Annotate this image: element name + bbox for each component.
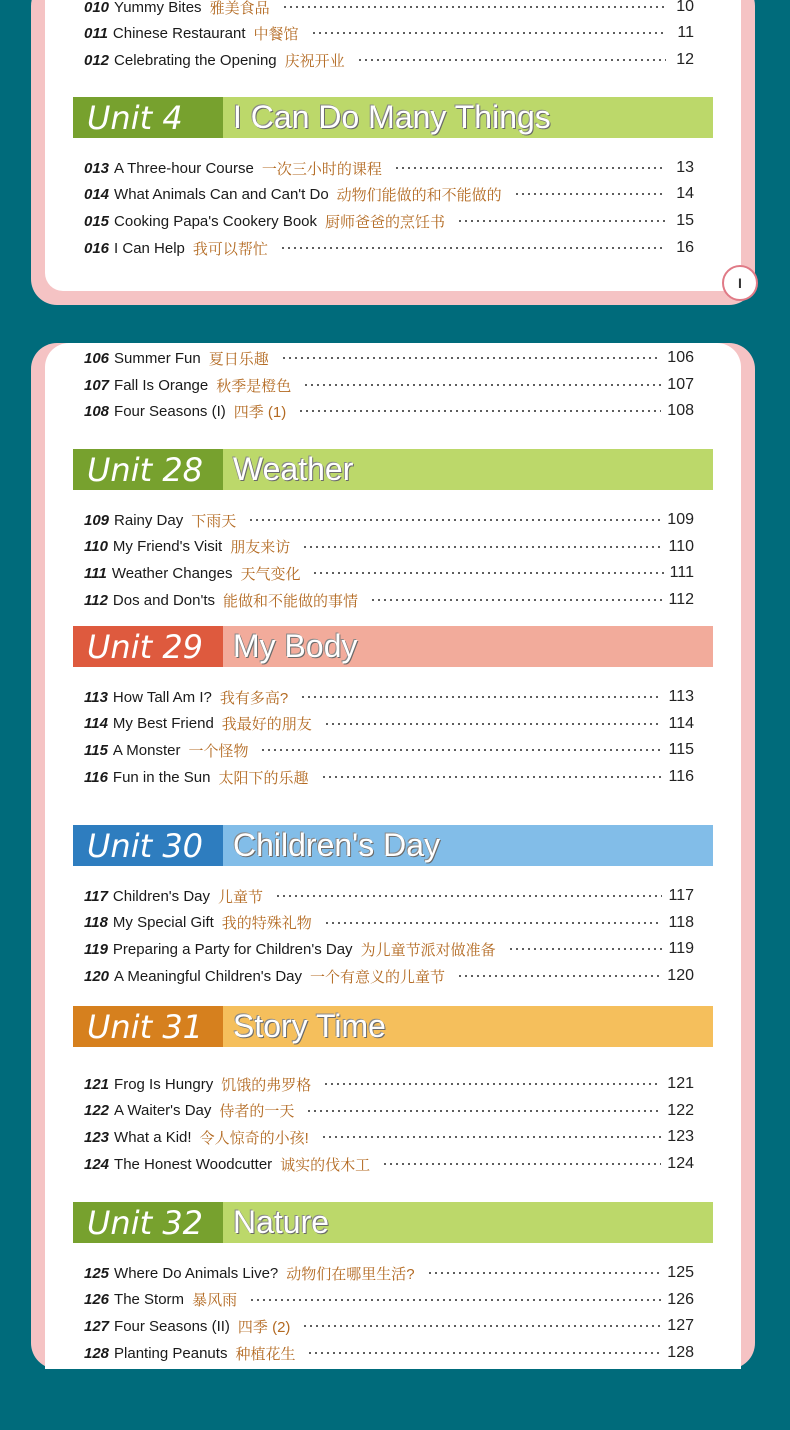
leader-dots — [281, 357, 662, 359]
lesson-number: 111 — [84, 564, 107, 582]
unit-header — [73, 1006, 713, 1047]
lesson-title-zh: 秋季是橙色 — [216, 377, 292, 395]
lesson-number: 121 — [84, 1075, 110, 1093]
page-number: 119 — [668, 940, 694, 958]
lesson-title-zh: 厨师爸爸的烹饪书 — [325, 213, 446, 231]
lesson-title-zh: 一个有意义的儿童节 — [310, 968, 446, 986]
lesson-number: 125 — [84, 1264, 110, 1282]
unit-title: My Body — [223, 626, 713, 667]
lesson-title-en: My Best Friend — [112, 715, 214, 733]
unit-header — [73, 825, 713, 866]
unit-title: Children's Day — [223, 825, 713, 866]
lesson-title-en: Summer Fun — [114, 349, 201, 367]
toc-entry[interactable] — [84, 1098, 694, 1124]
toc-entry[interactable] — [84, 1313, 694, 1339]
lesson-number: 011 — [84, 24, 108, 42]
lesson-number: 013 — [84, 159, 110, 177]
page-number: 15 — [676, 212, 694, 229]
toc-entry[interactable] — [84, 1151, 694, 1177]
lesson-title-en: Rainy Day — [114, 511, 184, 529]
lesson-title-zh: 儿童节 — [218, 888, 264, 906]
lesson-title-en: Preparing a Party for Children's Day — [112, 940, 353, 958]
leader-dots — [282, 6, 666, 8]
lesson-number: 112 — [84, 591, 108, 609]
leader-dots — [324, 922, 663, 924]
unit-title: Story Time — [223, 1006, 713, 1047]
lesson-title-en: How Tall Am I? — [112, 688, 212, 706]
toc-entry[interactable] — [84, 398, 694, 424]
unit-title: Weather — [223, 449, 713, 490]
leader-dots — [382, 1163, 661, 1165]
page-number: 13 — [676, 159, 694, 176]
lesson-number: 114 — [84, 715, 108, 733]
lesson-title-en: Dos and Don'ts — [112, 591, 216, 609]
page-number: 122 — [667, 1101, 694, 1119]
toc-entry[interactable] — [84, 737, 694, 763]
unit-header — [73, 1202, 713, 1243]
lesson-number: 127 — [84, 1317, 110, 1335]
lesson-title-zh: 为儿童节派对做准备 — [360, 941, 496, 959]
page-number: 112 — [668, 591, 694, 609]
lesson-title-zh: 令人惊奇的小孩! — [199, 1129, 309, 1147]
lesson-title-zh: 我最好的朋友 — [221, 716, 312, 734]
page-number: 107 — [667, 376, 694, 393]
lesson-title-zh: 一次三小时的课程 — [261, 160, 382, 178]
lesson-number: 106 — [84, 349, 110, 367]
lesson-number: 012 — [84, 51, 110, 69]
lesson-title-en: What Animals Can and Can't Do — [114, 185, 329, 203]
lesson-number: 116 — [84, 768, 108, 786]
lesson-title-zh: 我有多高? — [219, 689, 289, 707]
leader-dots — [514, 193, 666, 195]
page-number: 120 — [667, 967, 694, 985]
page-number: 12 — [676, 51, 694, 68]
lesson-title-en: A Meaningful Children's Day — [114, 967, 302, 985]
lesson-title-en: A Waiter's Day — [114, 1102, 212, 1120]
page-number: 111 — [669, 564, 694, 582]
lesson-number: 010 — [84, 0, 110, 16]
lesson-number: 109 — [84, 511, 110, 529]
unit-header — [73, 626, 713, 667]
lesson-title-en: The Storm — [114, 1291, 185, 1309]
lesson-title-en: Four Seasons (I) — [114, 402, 226, 420]
page-number: 124 — [667, 1155, 694, 1173]
leader-dots — [323, 1083, 661, 1085]
toc-entry[interactable] — [84, 181, 694, 207]
toc-entry[interactable] — [84, 1260, 694, 1286]
leader-dots — [508, 948, 663, 950]
toc-entry[interactable] — [84, 507, 694, 533]
lesson-number: 123 — [84, 1128, 110, 1146]
unit-label: Unit 29 — [73, 626, 223, 667]
toc-entry[interactable] — [84, 47, 694, 73]
page-number: 128 — [667, 1344, 694, 1362]
toc-entry[interactable] — [84, 587, 694, 613]
lesson-title-en: Four Seasons (II) — [114, 1317, 230, 1335]
toc-entry[interactable] — [84, 684, 694, 710]
lesson-title-zh: 雅美食品 — [209, 0, 270, 17]
lesson-number: 119 — [84, 940, 108, 958]
page-number: 109 — [667, 511, 694, 528]
lesson-title-zh: 庆祝开业 — [284, 52, 345, 70]
lesson-title-en: Planting Peanuts — [114, 1344, 228, 1362]
unit-title: I Can Do Many Things — [223, 97, 713, 138]
leader-dots — [311, 32, 666, 34]
toc-entry[interactable] — [84, 20, 694, 46]
lesson-title-en: The Honest Woodcutter — [114, 1155, 273, 1173]
lesson-number: 117 — [84, 887, 108, 905]
lesson-title-zh: 动物们在哪里生活? — [286, 1265, 415, 1283]
lesson-title-zh: 下雨天 — [191, 512, 237, 530]
toc-entry[interactable] — [84, 936, 694, 962]
leader-dots — [260, 749, 662, 751]
page-number: 114 — [668, 714, 694, 732]
toc-entry[interactable] — [84, 235, 694, 261]
lesson-number: 115 — [84, 741, 108, 759]
lesson-title-zh: 太阳下的乐趣 — [218, 769, 309, 787]
page-number: 127 — [667, 1317, 694, 1335]
page-number: 113 — [668, 688, 694, 705]
toc-entry[interactable] — [84, 963, 694, 989]
leader-dots — [357, 59, 666, 61]
lesson-title-en: Fall Is Orange — [114, 376, 209, 394]
lesson-title-zh: 诚实的伐木工 — [280, 1156, 371, 1174]
lesson-number: 124 — [84, 1155, 110, 1173]
lesson-title-zh: 能做和不能做的事情 — [223, 592, 359, 610]
lesson-title-zh: 中餐馆 — [253, 25, 299, 43]
page-number-badge: I — [722, 265, 758, 301]
unit-label: Unit 30 — [73, 825, 223, 866]
lesson-title-en: What a Kid! — [114, 1128, 192, 1146]
lesson-title-zh: 我可以帮忙 — [192, 240, 268, 258]
lesson-title-zh: 动物们能做的和不能做的 — [336, 186, 502, 204]
lesson-title-zh: 饥饿的弗罗格 — [221, 1076, 312, 1094]
toc-entry[interactable] — [84, 1124, 694, 1150]
unit-title: Nature — [223, 1202, 713, 1243]
leader-dots — [275, 895, 662, 897]
lesson-title-zh: 我的特殊礼物 — [221, 915, 312, 933]
page-number: 115 — [668, 741, 694, 759]
toc-entry[interactable] — [84, 883, 694, 909]
page-number: 106 — [667, 349, 694, 366]
page-number: 10 — [676, 0, 694, 15]
lesson-title-en: Frog Is Hungry — [114, 1075, 214, 1093]
page-number: 110 — [668, 537, 694, 555]
lesson-title-zh: 四季 (1) — [233, 403, 287, 421]
toc-entry[interactable] — [84, 1340, 694, 1366]
leader-dots — [298, 410, 661, 412]
leader-dots — [321, 776, 663, 778]
lesson-number: 128 — [84, 1344, 110, 1362]
toc-entry[interactable] — [84, 372, 694, 398]
unit-label: Unit 32 — [73, 1202, 223, 1243]
leader-dots — [427, 1272, 662, 1274]
unit-label: Unit 4 — [73, 97, 223, 138]
lesson-number: 120 — [84, 967, 110, 985]
lesson-title-zh: 夏日乐趣 — [208, 350, 269, 368]
lesson-title-zh: 四季 (2) — [237, 1318, 291, 1336]
leader-dots — [302, 546, 662, 548]
lesson-number: 108 — [84, 402, 110, 420]
lesson-title-en: Children's Day — [112, 887, 210, 905]
leader-dots — [457, 975, 661, 977]
leader-dots — [303, 384, 661, 386]
toc-entry[interactable] — [84, 534, 694, 560]
page-number: 125 — [667, 1264, 694, 1281]
lesson-number: 122 — [84, 1102, 110, 1120]
lesson-title-en: Chinese Restaurant — [112, 24, 246, 42]
lesson-title-zh: 一个怪物 — [188, 742, 249, 760]
lesson-title-zh: 侍者的一天 — [219, 1103, 295, 1121]
unit-header — [73, 97, 713, 138]
page-number: 108 — [667, 402, 694, 419]
leader-dots — [324, 723, 663, 725]
lesson-title-en: A Monster — [112, 741, 181, 759]
toc-entry[interactable] — [84, 1071, 694, 1097]
unit-label: Unit 28 — [73, 449, 223, 490]
page-number: 11 — [677, 24, 694, 41]
lesson-number: 015 — [84, 212, 110, 230]
lesson-title-zh: 天气变化 — [240, 565, 301, 583]
leader-dots — [457, 220, 666, 222]
toc-entry[interactable] — [84, 560, 694, 586]
toc-entry[interactable] — [84, 155, 694, 181]
lesson-title-zh: 种植花生 — [235, 1345, 296, 1363]
lesson-title-zh: 朋友来访 — [230, 539, 291, 557]
lesson-title-en: I Can Help — [114, 239, 185, 257]
toc-entry[interactable] — [84, 764, 694, 790]
page-number: 116 — [668, 768, 694, 786]
lesson-title-en: Where Do Animals Live? — [114, 1264, 279, 1282]
toc-entry[interactable] — [84, 910, 694, 936]
page-number: 117 — [668, 887, 694, 904]
leader-dots — [312, 572, 663, 574]
page-number: 118 — [668, 913, 694, 931]
lesson-number: 016 — [84, 239, 110, 257]
lesson-number: 126 — [84, 1291, 110, 1309]
toc-entry[interactable] — [84, 345, 694, 371]
lesson-number: 107 — [84, 376, 110, 394]
lesson-title-en: My Friend's Visit — [112, 538, 223, 556]
toc-entry[interactable] — [84, 1287, 694, 1313]
leader-dots — [280, 247, 666, 249]
lesson-number: 014 — [84, 185, 110, 203]
leader-dots — [306, 1110, 661, 1112]
toc-entry[interactable] — [84, 208, 694, 234]
lesson-title-en: Yummy Bites — [114, 0, 202, 16]
page-number: 16 — [676, 239, 694, 256]
page-number: 126 — [667, 1290, 694, 1308]
leader-dots — [300, 696, 662, 698]
leader-dots — [248, 519, 661, 521]
toc-entry[interactable] — [84, 0, 694, 20]
toc-entry[interactable] — [84, 711, 694, 737]
lesson-title-en: A Three-hour Course — [114, 159, 254, 177]
leader-dots — [302, 1325, 661, 1327]
lesson-number: 118 — [84, 914, 108, 932]
leader-dots — [249, 1299, 661, 1301]
lesson-title-en: Cooking Papa's Cookery Book — [114, 212, 318, 230]
lesson-title-en: My Special Gift — [112, 914, 214, 932]
lesson-title-en: Fun in the Sun — [112, 768, 211, 786]
leader-dots — [370, 599, 662, 601]
lesson-title-en: Celebrating the Opening — [114, 51, 277, 69]
page-number: 121 — [667, 1075, 694, 1092]
unit-label: Unit 31 — [73, 1006, 223, 1047]
lesson-number: 110 — [84, 538, 108, 556]
leader-dots — [307, 1352, 661, 1354]
lesson-number: 113 — [84, 688, 108, 706]
leader-dots — [321, 1136, 662, 1138]
leader-dots — [394, 167, 666, 169]
page-number: 123 — [667, 1128, 694, 1146]
lesson-title-zh: 暴风雨 — [192, 1292, 238, 1310]
lesson-title-en: Weather Changes — [111, 564, 233, 582]
unit-header — [73, 449, 713, 490]
page-number: 14 — [676, 185, 694, 202]
